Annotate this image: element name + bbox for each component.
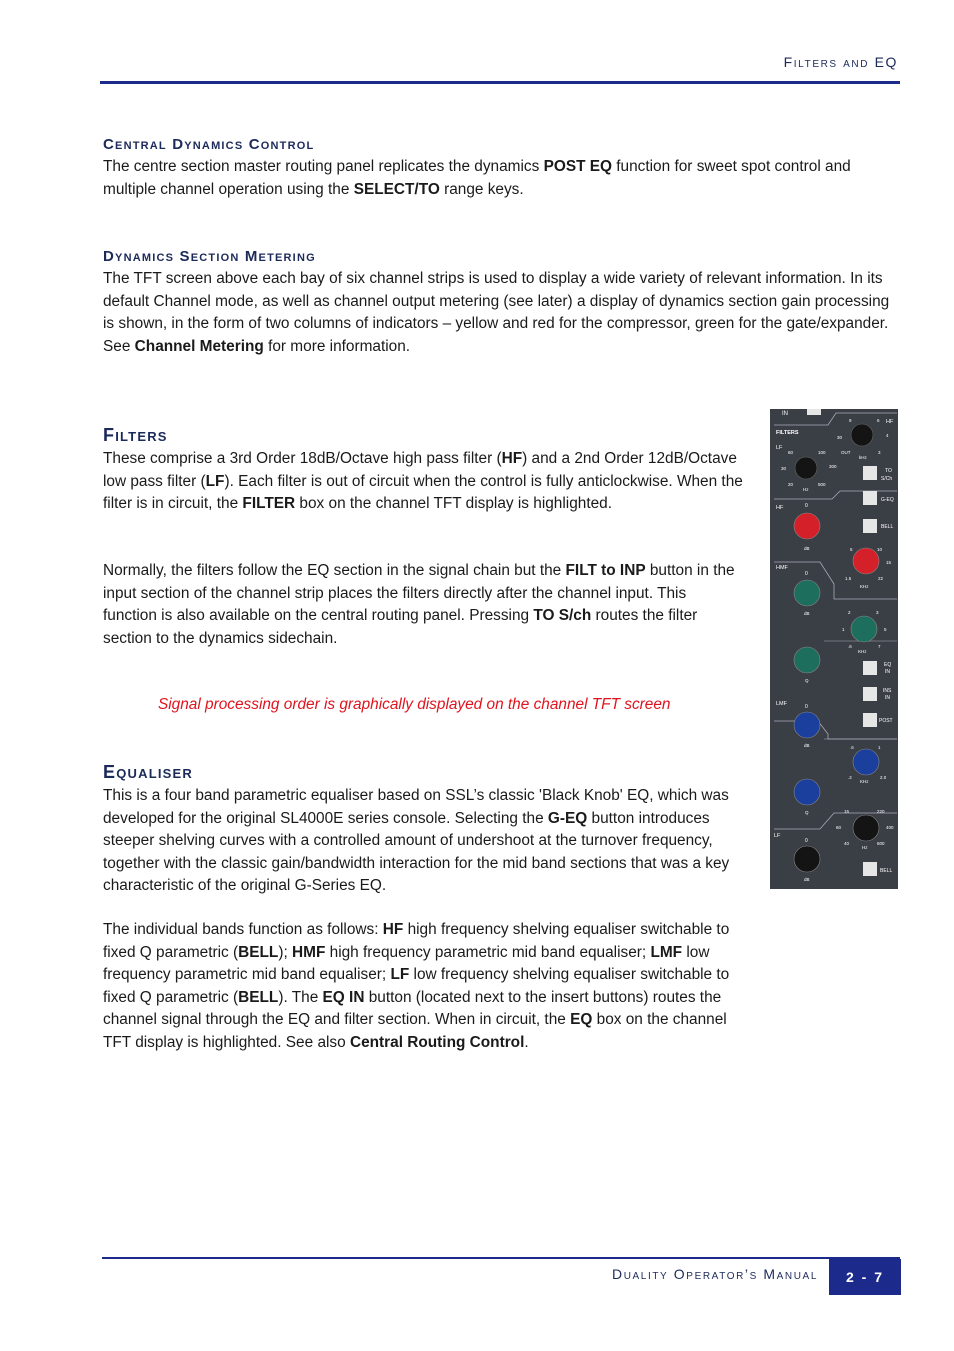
ins-in-button[interactable] — [863, 687, 877, 701]
svg-text:0: 0 — [805, 571, 808, 577]
to-sch-button[interactable] — [863, 466, 877, 480]
hf-label: HF — [776, 505, 784, 511]
hf-bell-label: BELL — [881, 524, 894, 530]
bottom-rule — [102, 1257, 900, 1259]
svg-text:G-EQ: G-EQ — [881, 497, 894, 503]
svg-text:15: 15 — [886, 560, 892, 565]
svg-text:dB: dB — [804, 546, 810, 551]
svg-text:dB: dB — [804, 877, 810, 882]
footer-title: Duality Operator’s Manual — [612, 1266, 818, 1282]
svg-text:220: 220 — [877, 809, 885, 814]
heading-equaliser: Equaliser — [103, 762, 193, 782]
eq-in-button[interactable] — [863, 661, 877, 675]
running-head: Filters and EQ — [783, 54, 898, 70]
eq-channel-strip-figure — [770, 409, 898, 889]
svg-text:9: 9 — [849, 418, 852, 423]
svg-text:60: 60 — [836, 825, 842, 830]
svg-text:7: 7 — [878, 644, 881, 649]
paragraph-filters-1: These comprise a 3rd Order 18dB/Octave high pass filter (HF) and a 2nd Order 12dB/Octave low pass filter (LF). Each filter is out of circuit when the control is fully anticlockwise. When the filter is in circuit, the FILTER box on the channel TFT display is highlighted. — [103, 450, 743, 513]
svg-text:20: 20 — [788, 482, 794, 487]
heading-filters: Filters — [103, 425, 168, 445]
hf-freq-knob[interactable] — [853, 548, 879, 574]
svg-text:dB: dB — [804, 743, 810, 748]
highpass-knob[interactable] — [795, 457, 817, 479]
g-eq-button[interactable] — [863, 491, 877, 505]
svg-text:10: 10 — [877, 547, 883, 552]
paragraph-equaliser-1: This is a four band parametric equaliser based on SSL’s classic 'Black Knob' EQ, which was developed for the original SL4000E series console. Selecting the G-EQ button introduces steeper shelving curves with a controlled amount of undershoot at the turnover frequency, together with the classic gain/bandwidth interaction for the mid band sections that was a key characteristic of the original G-Series EQ. — [103, 787, 730, 895]
lmf-label: LMF — [776, 701, 787, 707]
svg-text:dB: dB — [804, 611, 810, 616]
svg-text:IN: IN — [885, 695, 890, 701]
svg-text:5: 5 — [884, 627, 887, 632]
svg-text:0: 0 — [805, 503, 808, 509]
svg-text:.6: .6 — [848, 644, 852, 649]
svg-text:15: 15 — [844, 809, 850, 814]
heading-central-dynamics: Central Dynamics Control — [103, 136, 315, 153]
hmf-label: HMF — [776, 565, 788, 571]
svg-text:Hz: Hz — [803, 487, 809, 492]
strip-panel — [770, 409, 898, 889]
svg-text:30: 30 — [837, 435, 843, 440]
svg-text:KHz: KHz — [858, 649, 867, 654]
svg-text:600: 600 — [877, 841, 885, 846]
svg-text:100: 100 — [818, 450, 826, 455]
svg-text:Hz: Hz — [862, 845, 868, 850]
svg-text:2.0: 2.0 — [880, 775, 887, 780]
svg-text:kHz: kHz — [859, 455, 867, 460]
svg-text:KHz: KHz — [860, 584, 869, 589]
lmf-q-knob[interactable] — [794, 779, 820, 805]
filters-label: FILTERS — [776, 430, 799, 436]
heading-dynamics-metering: Dynamics Section Metering — [103, 248, 316, 265]
svg-text:INS: INS — [883, 688, 892, 694]
svg-text:TO: TO — [885, 468, 892, 474]
svg-text:400: 400 — [886, 825, 894, 830]
svg-text:1.5: 1.5 — [845, 576, 852, 581]
lf-label: LF — [774, 833, 781, 839]
note-signal-order: Signal processing order is graphically displayed on the channel TFT screen — [158, 696, 671, 713]
svg-text:.2: .2 — [848, 775, 852, 780]
svg-text:3: 3 — [878, 450, 881, 455]
svg-text:OUT: OUT — [841, 450, 851, 455]
svg-text:Q: Q — [805, 678, 809, 683]
svg-text:0: 0 — [805, 704, 808, 710]
paragraph-filters-2: Normally, the filters follow the EQ section in the signal chain but the FILT to INP button in the input section of the channel strip places the filters directly after the channel input. This function is also available on the central routing panel. Pressing TO S/ch routes the filter section to the dynamics sidechain. — [103, 562, 735, 647]
svg-text:6: 6 — [877, 418, 880, 423]
lf-bell-button[interactable] — [863, 862, 877, 876]
svg-text:60: 60 — [788, 450, 794, 455]
svg-text:Q: Q — [805, 810, 809, 815]
svg-text:40: 40 — [844, 841, 850, 846]
paragraph-central-dynamics: The centre section master routing panel replicates the dynamics POST EQ function for sweet spot control and multiple channel operation using the SELECT/TO range keys. — [103, 158, 851, 198]
svg-text:500: 500 — [818, 482, 826, 487]
paragraph-dynamics-metering: The TFT screen above each bay of six channel strips is used to display a wide variety of relevant information. In its default Channel mode, as well as channel output metering (see later) a display of dynamics section gain processing is shown, in the form of two columns of indicators – yellow and red for the compressor, green for the gate/expander. See Channel Metering for more information. — [103, 270, 890, 355]
lowpass-knob[interactable] — [851, 424, 873, 446]
svg-text:22: 22 — [878, 576, 884, 581]
filter-lf-label: LF — [776, 445, 783, 451]
svg-text:5: 5 — [850, 547, 853, 552]
post-button[interactable] — [863, 713, 877, 727]
in-label: IN — [782, 411, 788, 417]
hmf-freq-knob[interactable] — [851, 616, 877, 642]
paragraph-equaliser-2: The individual bands function as follows: HF high frequency shelving equaliser switchable to fixed Q parametric (BELL); HMF high frequency parametric mid band equaliser; LMF low frequency parametric mid band equaliser; LF low frequency shelving equaliser switchable to fixed Q parametric (BELL). The EQ IN button (located next to the insert buttons) routes the channel signal through the EQ and filter section. When in circuit, the EQ box on the channel TFT display is highlighted. See also Central Routing Control. — [103, 921, 730, 1051]
lmf-gain-knob[interactable] — [794, 712, 820, 738]
in-button[interactable] — [807, 409, 821, 415]
svg-text:4: 4 — [886, 433, 889, 438]
svg-text:2: 2 — [848, 610, 851, 615]
svg-text:300: 300 — [829, 464, 837, 469]
svg-text:.6: .6 — [850, 745, 854, 750]
svg-text:0: 0 — [805, 838, 808, 844]
hmf-q-knob[interactable] — [794, 647, 820, 673]
lf-freq-knob[interactable] — [853, 815, 879, 841]
page-number: 2 - 7 — [829, 1259, 901, 1295]
lmf-freq-knob[interactable] — [853, 749, 879, 775]
hmf-gain-knob[interactable] — [794, 580, 820, 606]
svg-text:IN: IN — [885, 669, 890, 675]
svg-text:EQ: EQ — [884, 662, 892, 668]
svg-text:POST: POST — [879, 718, 893, 724]
lf-bell-label: BELL — [880, 868, 893, 874]
svg-text:1: 1 — [878, 745, 881, 750]
svg-text:30: 30 — [781, 466, 787, 471]
hf-gain-knob[interactable] — [794, 513, 820, 539]
svg-text:KHz: KHz — [860, 779, 869, 784]
top-rule — [100, 81, 900, 84]
hf-bell-button[interactable] — [863, 519, 877, 533]
svg-text:3: 3 — [876, 610, 879, 615]
filter-hf-label: HF — [886, 419, 894, 425]
lf-gain-knob[interactable] — [794, 846, 820, 872]
svg-text:S/Ch: S/Ch — [881, 476, 893, 482]
svg-text:1: 1 — [842, 627, 845, 632]
